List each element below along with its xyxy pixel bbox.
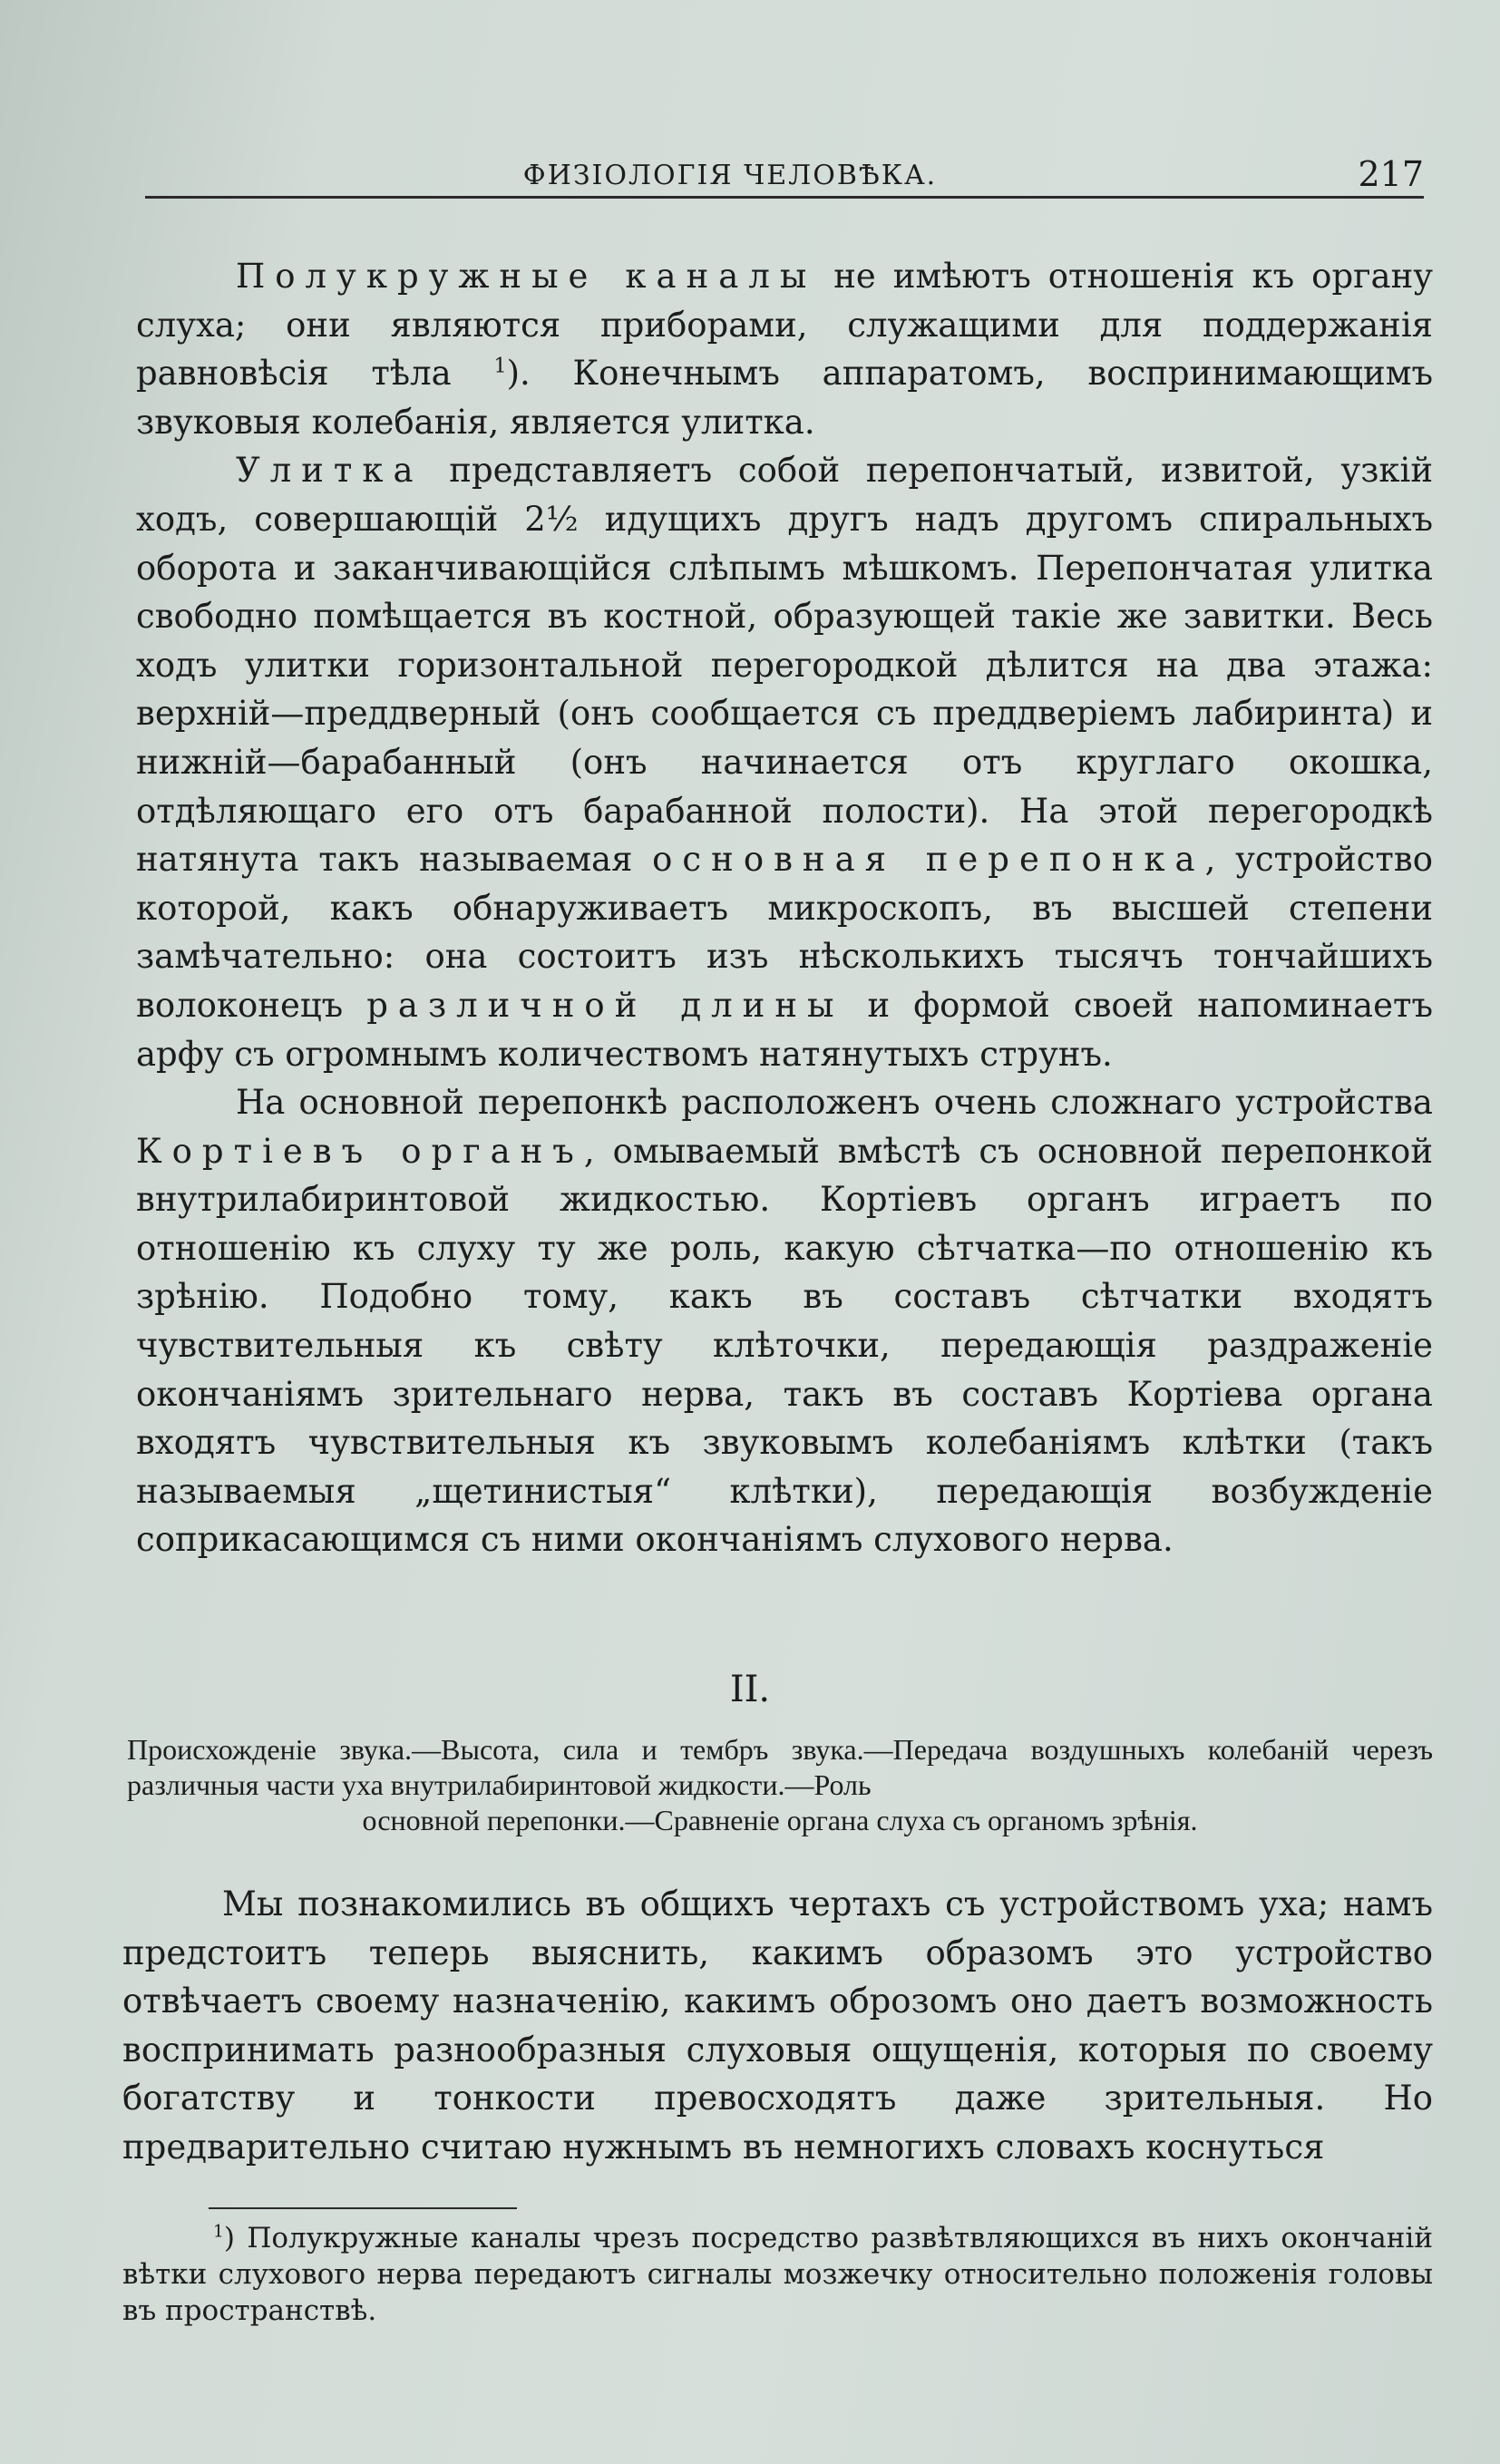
footnote-text bbox=[122, 2220, 1433, 2329]
spaced-term: различной длины bbox=[366, 985, 844, 1025]
footnote-mark: 1 bbox=[213, 2222, 224, 2242]
spaced-term: Улитка bbox=[236, 451, 424, 491]
paragraph-corti-organ bbox=[136, 1078, 1433, 1564]
paragraph-text: и формой своей напоминаетъ арфу съ огромнымъ количествомъ натянутыхъ струнъ. bbox=[136, 985, 1434, 1074]
header-rule bbox=[145, 196, 1424, 199]
main-text bbox=[136, 252, 1433, 1564]
footnote-rule bbox=[209, 2207, 517, 2209]
section-summary bbox=[127, 1732, 1433, 1838]
footnote-reference: 1 bbox=[493, 354, 507, 378]
page-header bbox=[145, 154, 1424, 200]
page-number: 217 bbox=[1358, 154, 1424, 194]
paragraph-text: ). Конечнымъ аппаратомъ, воспринимающимъ звуковыя колебанія, является улитка. bbox=[136, 354, 1434, 442]
paragraph-ear-function: Мы познакомились въ общихъ чертахъ съ устройствомъ уха; намъ предстоитъ теперь выяснить, какимъ образомъ это устройство отвѣчаетъ своему назначенію, какимъ оброзомъ оно даетъ возможность воспринимать разнообразныя слуховыя ощущенія, которыя по своему богатству и тонкости превосходятъ даже зрительныя. Но предварительно считаю нужнымъ въ немногихъ словахъ коснуться bbox=[122, 1885, 1433, 2167]
footnote-body: ) Полукружные каналы чрезъ посредство развѣтвляющихся въ нихъ окончаній вѣтки слухового нерва передаютъ сигналы мозжечку относительно положенія головы въ пространствѣ. bbox=[122, 2222, 1433, 2327]
paragraph-text: , омываемый вмѣстѣ съ основной перепонкой внутрилабиринтовой жидкостью. Кортіевъ органъ играетъ по отношенію къ слуху ту же роль, какую сѣтчатка—по отношенію къ зрѣнію. Подобно тому, какъ въ составъ сѣтчатки входятъ чувствительныя къ свѣту клѣточки, передающія раздраженіе окончаніямъ зрительнаго нерва, такъ въ составъ Кортіева органа входятъ чувствительныя къ звуковымъ колебаніямъ клѣтки (такъ называемыя „щетинистыя“ клѣтки), передающія возбужденіе соприкасающимся съ ними окончаніямъ слухового нерва. bbox=[136, 1131, 1433, 1560]
paragraph-cochlea bbox=[136, 446, 1433, 1078]
footnote bbox=[122, 2220, 1433, 2329]
spaced-term: Кортіевъ органъ bbox=[136, 1131, 584, 1171]
paragraph-semicircular-canals bbox=[136, 252, 1433, 446]
section-text bbox=[122, 1880, 1433, 2172]
summary-line: Происхожденіе звука.—Высота, сила и тембръ звука.—Передача воздушныхъ колебаній черезъ различныя части уха внутрилабиринтовой жидкости.—Роль bbox=[127, 1733, 1433, 1801]
spaced-term: Полукружные каналы bbox=[236, 257, 817, 296]
paragraph-text: представляетъ собой перепончатый, извитой, узкій ходъ, совершающій 2½ идущихъ другъ надъ другомъ спиральныхъ оборота и заканчивающійся слѣпымъ мѣшкомъ. Перепончатая улитка свободно помѣщается въ костной, образующей такіе же завитки. Весь ходъ улитки горизонтальной перегородкой дѣлится на два этажа: верхній—преддверный (онъ сообщается съ преддверіемъ лабиринта) и нижній—барабанный (онъ начинается отъ круглаго окошка, отдѣляющаго его отъ барабанной полости). На этой перегородкѣ натянута такъ называемая bbox=[136, 451, 1433, 880]
paragraph-text: , устройство которой, какъ обнаруживаетъ микроскопъ, въ высшей степени замѣчательно: она состоитъ изъ нѣсколькихъ тысячъ тончайшихъ волоконецъ bbox=[136, 840, 1433, 1025]
running-title: ФИЗІОЛОГІЯ ЧЕЛОВѢКА. bbox=[522, 160, 938, 191]
section-number: II. bbox=[729, 1669, 771, 1710]
summary-line: основной перепонки.—Сравненіе органа слуха съ органомъ зрѣнія. bbox=[362, 1804, 1198, 1836]
spaced-term: основная перепонка bbox=[652, 840, 1205, 880]
paragraph-text: не имѣютъ отношенія къ органу слуха; они являются приборами, служащими для поддержанія равновѣсія тѣла bbox=[136, 257, 1434, 394]
paragraph-text: На основной перепонкѣ расположенъ очень сложнаго устройства bbox=[236, 1083, 1433, 1123]
